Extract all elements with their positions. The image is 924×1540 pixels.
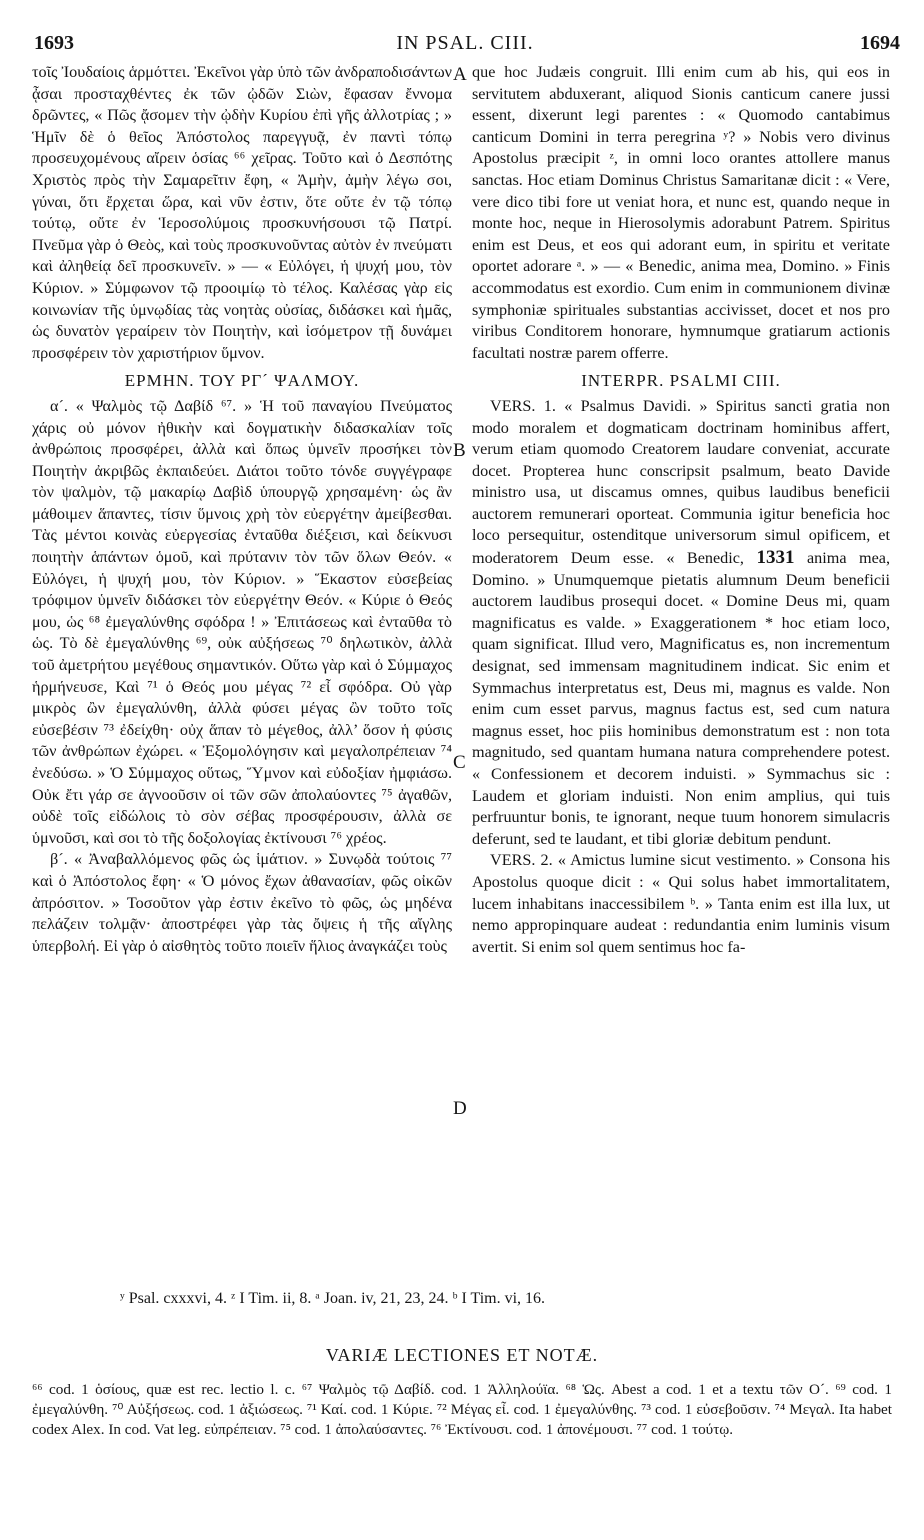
greek-column (32, 62, 452, 957)
greek-paragraph-3: β´. « Ἀναβαλλόμενος φῶς ὡς ἱμάτιον. » Συνῳδὰ τούτοις ⁷⁷ καὶ ὁ Ἀπόστολος ἔφη· « Ὁ μόνος ἔχων ἀθανασίαν, φῶς οἰκῶν ἀπρόσιτον. » Τοσοῦτον γὰρ ἐστιν ἐκεῖνο τὸ φῶς, ὡς μηδένα πελάζειν τολμᾷν· ἀποστρέφει γὰρ τὰς ὄψεις ἡ τῆς αἴγλης ὑπερβολή. Εἰ γὰρ ὁ αἰσθητὸς τοῦτο ποιεῖν ἥλιος ἀναγκάζει τοὺς (32, 850, 452, 955)
variant-notes (32, 1380, 892, 1440)
latin-column (472, 62, 890, 958)
variant-notes-text: ⁶⁶ cod. 1 ὁσίους, quæ est rec. lectio l. c. ⁶⁷ Ψαλμὸς τῷ Δαβίδ. cod. 1 Ἀλληλούϊα. ⁶⁸ Ὡς. Abest a cod. 1 et a textu τῶν Ο´. ⁶⁹ cod. 1 ἐμεγαλύνθη. ⁷⁰ Αὐξήσεως. cod. 1 ἀξιώσεως. ⁷¹ Καί. cod. 1 Κύριε. ⁷² Μέγας εἶ. cod. 1 ἐμεγαλύνθης. ⁷³ cod. 1 εὐσεβοῦσιν. ⁷⁴ Μεγαλ. Ita habet codex Alex. In cod. Vat leg. εὐπρέπειαν. ⁷⁵ cod. 1 ἀπολαύσαντες. ⁷⁶ Ἐκτίνουσι. cod. 1 ἀπονέμουσι. ⁷⁷ cod. 1 τούτῳ. (32, 1381, 892, 1438)
greek-section-title: ΕΡΜΗΝ. ΤΟΥ ΡΓ´ ΨΑΛΜΟΥ. (124, 371, 360, 391)
column-number: 1331 (756, 547, 795, 569)
margin-letter-a: A (453, 64, 467, 85)
scripture-footnotes: ʸ Psal. cxxxvi, 4. ᶻ I Tim. ii, 8. ᵃ Joan. iv, 21, 23, 24. ᵇ I Tim. vi, 16. (120, 1290, 546, 1307)
latin-paragraph-3: VERS. 2. « Amictus lumine sicut vestimento. » Consona his Apostolus quoque dicit : « Qui solus habet immortalitatem, lucem inhabitans inaccessibilem ᵇ. » Tanta enim est illa lux, ut nemo appropinquare audeat : redundantia enim luminis visum avertit. Si enim sol quem sentimus hoc fa- (472, 851, 890, 956)
page-number-right: 1694 (860, 32, 900, 54)
latin-paragraph-2-end: anima mea, Domino. » Unumquemque pietatis alumnum Deum beneficii auctorem laudibus prosequi docet. « Domine Deus mi, quam magnificatus es valde. » Exaggerationem * hoc etiam loco, quam significat. Illud vero, Magnificatus es, non incrementum designat, sed immensam magnitudinem indicat. Sic enim et Symmachus interpretatus est, Deus mi, magnus es valde. Non enim cum esset parvus, magnus factus est, sed cum natura magnus esset, hoc piis hominibus demonstratum est : non tota magnitudo, sed quantam humana natura comprehendere potest. « Confessionem et decorem induisti. » Symmachus sic : Laudem et gloriam induisti. Non enim amplius, qui tuis perfruuntur bonis, te ignorant, neque tuum honorem simulacris deferunt, sed te laudant, et tibi gloriæ debitum pendunt. (472, 549, 890, 848)
running-header (28, 30, 902, 58)
margin-letter-c: C (453, 752, 466, 773)
greek-paragraph-1: τοῖς Ἰουδαίοις ἁρμόττει. Ἐκεῖνοι γὰρ ὑπὸ τῶν ἀνδραποδισάντων ᾆσαι προσταχθέντες ἐκ τῶν ᾠδῶν Σιὼν, ἔφασαν ἔννομα δρῶντες, « Πῶς ᾄσομεν τὴν ᾠδὴν Κυρίου ἐπὶ γῆς ἀλλοτρίας ; » Ἡμῖν δὲ ὁ θεῖος Ἀπόστολος παρεγγυᾷ, ἐν παντὶ τόπῳ προσευχομένους αἴρειν ὁσίας ⁶⁶ χεῖρας. Τοῦτο καὶ ὁ Δεσπότης Χριστὸς πρὸς τὴν Σαμαρεῖτιν ἔφη, « Ἀμὴν, ἀμὴν λέγω σοι, γύναι, ὅτι ἔρχεται ὥρα, καὶ νῦν ἐστιν, ὅτε οὔτε ἐν τῷ τόπῳ τούτῳ, οὔτε ἐν Ἱεροσολύμοις προσκυνήσουσι τῷ Πατρί. Πνεῦμα γὰρ ὁ Θεὸς, καὶ τοὺς προσκυνοῦντας αὐτὸν ἐν πνεύματι καὶ ἀληθείᾳ δεῖ προσκυνεῖν. » — « Εὐλόγει, ἡ ψυχή μου, τὸν Κύριον. » Σύμφωνον τῷ προοιμίῳ τὸ τέλος. Καλέσας γὰρ εἰς κοινωνίαν τῆς ὑμνῳδίας τὰς νοητὰς οὐσίας, διδάσκει καὶ ἡμᾶς, ὡς δυνατὸν γεραίρειν τὸν Ποιητὴν, καὶ ἰσόμετρον τῇ δυνάμει προσφέρειν τὸν χαριστήριον ὕμνον. (32, 63, 452, 362)
notes-title: VARIÆ LECTIONES ET NOTÆ. (325, 1345, 599, 1365)
latin-section-title: INTERPR. PSALMI CIII. (581, 371, 781, 391)
latin-paragraph-1: que hoc Judæis congruit. Illi enim cum ab his, qui eos in servitutem abduxerant, aliquod Sionis canticum canere jussi essent, dixerunt legi parentes : « Quomodo cantabimus canticum Domini in terra peregrina ʸ? » Nobis vero divinus Apostolus præcipit ᶻ, in omni loco orantes attollere manus sanctas. Hoc etiam Dominus Christus Samaritanæ dicit : « Vere, vere dico tibi fore ut veniat hora, et nunc est, quando neque in monte hoc, neque in Hierosolymis adorabunt Patrem. Spiritus enim est Deus, et eos qui adorant eum, in spiritu et veritate oportet adorare ᵃ. » — « Benedic, anima mea, Domino. » Finis accommodatus est exordio. Cum enim in communionem divinæ symphoniæ spirituales substantias accivisset, docet et nos pro viribus Conditorem honorare, hymnumque gratiarum actionis facultati nostræ parem offerre. (472, 63, 890, 362)
latin-paragraph-2-start: VERS. 1. « Psalmus Davidi. » Spiritus sancti gratia non modo moralem et dogmaticam doctrinam hominibus affert, verum etiam quomodo Creatorem laudare conveniat, accurate docet. Propterea hunc conscripsit psalmum, beato Davide ministro usa, ut discamus omnes, quibus laudibus beneficii auctorem remunerari oporteat. Communia igitur beneficia hoc loco persequitur, ostenditque universorum simul opificem, et moderatorem Deum esse. « Benedic, (472, 396, 890, 568)
latin-paragraph-2 (472, 396, 890, 850)
running-title: IN PSAL. CIII. (396, 32, 534, 54)
margin-letter-b: B (453, 440, 466, 461)
margin-letter-d: D (453, 1098, 467, 1119)
greek-paragraph-2: α´. « Ψαλμὸς τῷ Δαβίδ ⁶⁷. » Ἡ τοῦ παναγίου Πνεύματος χάρις οὐ μόνον ἠθικὴν καὶ δογματικὴν διδασκαλίαν τοῖς ἀνθρώποις προσφέρει, ἀλλὰ καὶ ὅπως ὑμνεῖν προσήκει τὸν Ποιητὴν ἀκριβῶς ἐκπαιδεύει. Διάτοι τοῦτο τόνδε συγγέγραφε τὸν ψαλμὸν, τῷ μακαρίῳ Δαβὶδ ὑπουργῷ χρησαμένη· ὡς ἂν μάθοιμεν ἅπαντες, τίσιν ὕμνοις χρὴ τὸν εὐεργέτην ἀμείβεσθαι. Τὰς μέντοι κοινὰς εὐεργεσίας ἐνταῦθα διέξεισι, καὶ δείκνυσι ποιητὴν ἁπάντων ὁμοῦ, καὶ πρύτανιν τὸν τῶν ὅλων Θεόν. « Εὐλόγει, ἡ ψυχή μου, τὸν Κύριον. » Ἕκαστον εὐσεβείας τρόφιμον ὑμνεῖν διδάσκει τὸν εὐεργέτην Θεόν. « Κύριε ὁ Θεός μου, ὡς ⁶⁸ ἐμεγαλύνθης σφόδρα ! » Ἐπιτάσεως καὶ ἐνταῦθα τὸ ὡς. Τὸ δὲ ἐμεγαλύνθης ⁶⁹, οὐκ αὐξήσεως ⁷⁰ δηλωτικὸν, ἀλλὰ τοῦ ἀμετρήτου μεγέθους σημαντικόν. Οὕτω γὰρ καὶ ὁ Σύμμαχος ἡρμήνευσε, Καὶ ⁷¹ ὁ Θεός μου μέγας ⁷² εἶ σφόδρα. Οὐ γὰρ μικρὸς ὢν ἐμεγαλύνθη, ἀλλὰ φύσει μέγας ὢν τοῦτο τοῖς εὐσεβέσιν ⁷³ ἐδείχθη· οὐχ ἅπαν τὸ μέγεθος, ἀλλ’ ὅσον ἡ φύσις τῶν ἀνθρώπων ἐχώρει. « Ἐξομολόγησιν καὶ μεγαλοπρέπειαν ⁷⁴ ἐνεδύσω. » Ὁ Σύμμαχος οὕτως, Ὕμνον καὶ εὐδοξίαν ἠμφιάσω. Οὐκ ἔτι γάρ σε ἀγνοοῦσιν οἱ τῶν σῶν ἀπολαύοντες ⁷⁵ ἀγαθῶν, οὐδὲ τοῖς εἰδώλοις τὸ σὸν σέβας προσφέρουσιν, ἀλλὰ σε ὑμνοῦσι, καὶ σοι τὸ τῆς δοξολογίας ἐκτίνουσι ⁷⁶ χρέος. (32, 396, 452, 847)
page-number-left: 1693 (34, 32, 74, 54)
